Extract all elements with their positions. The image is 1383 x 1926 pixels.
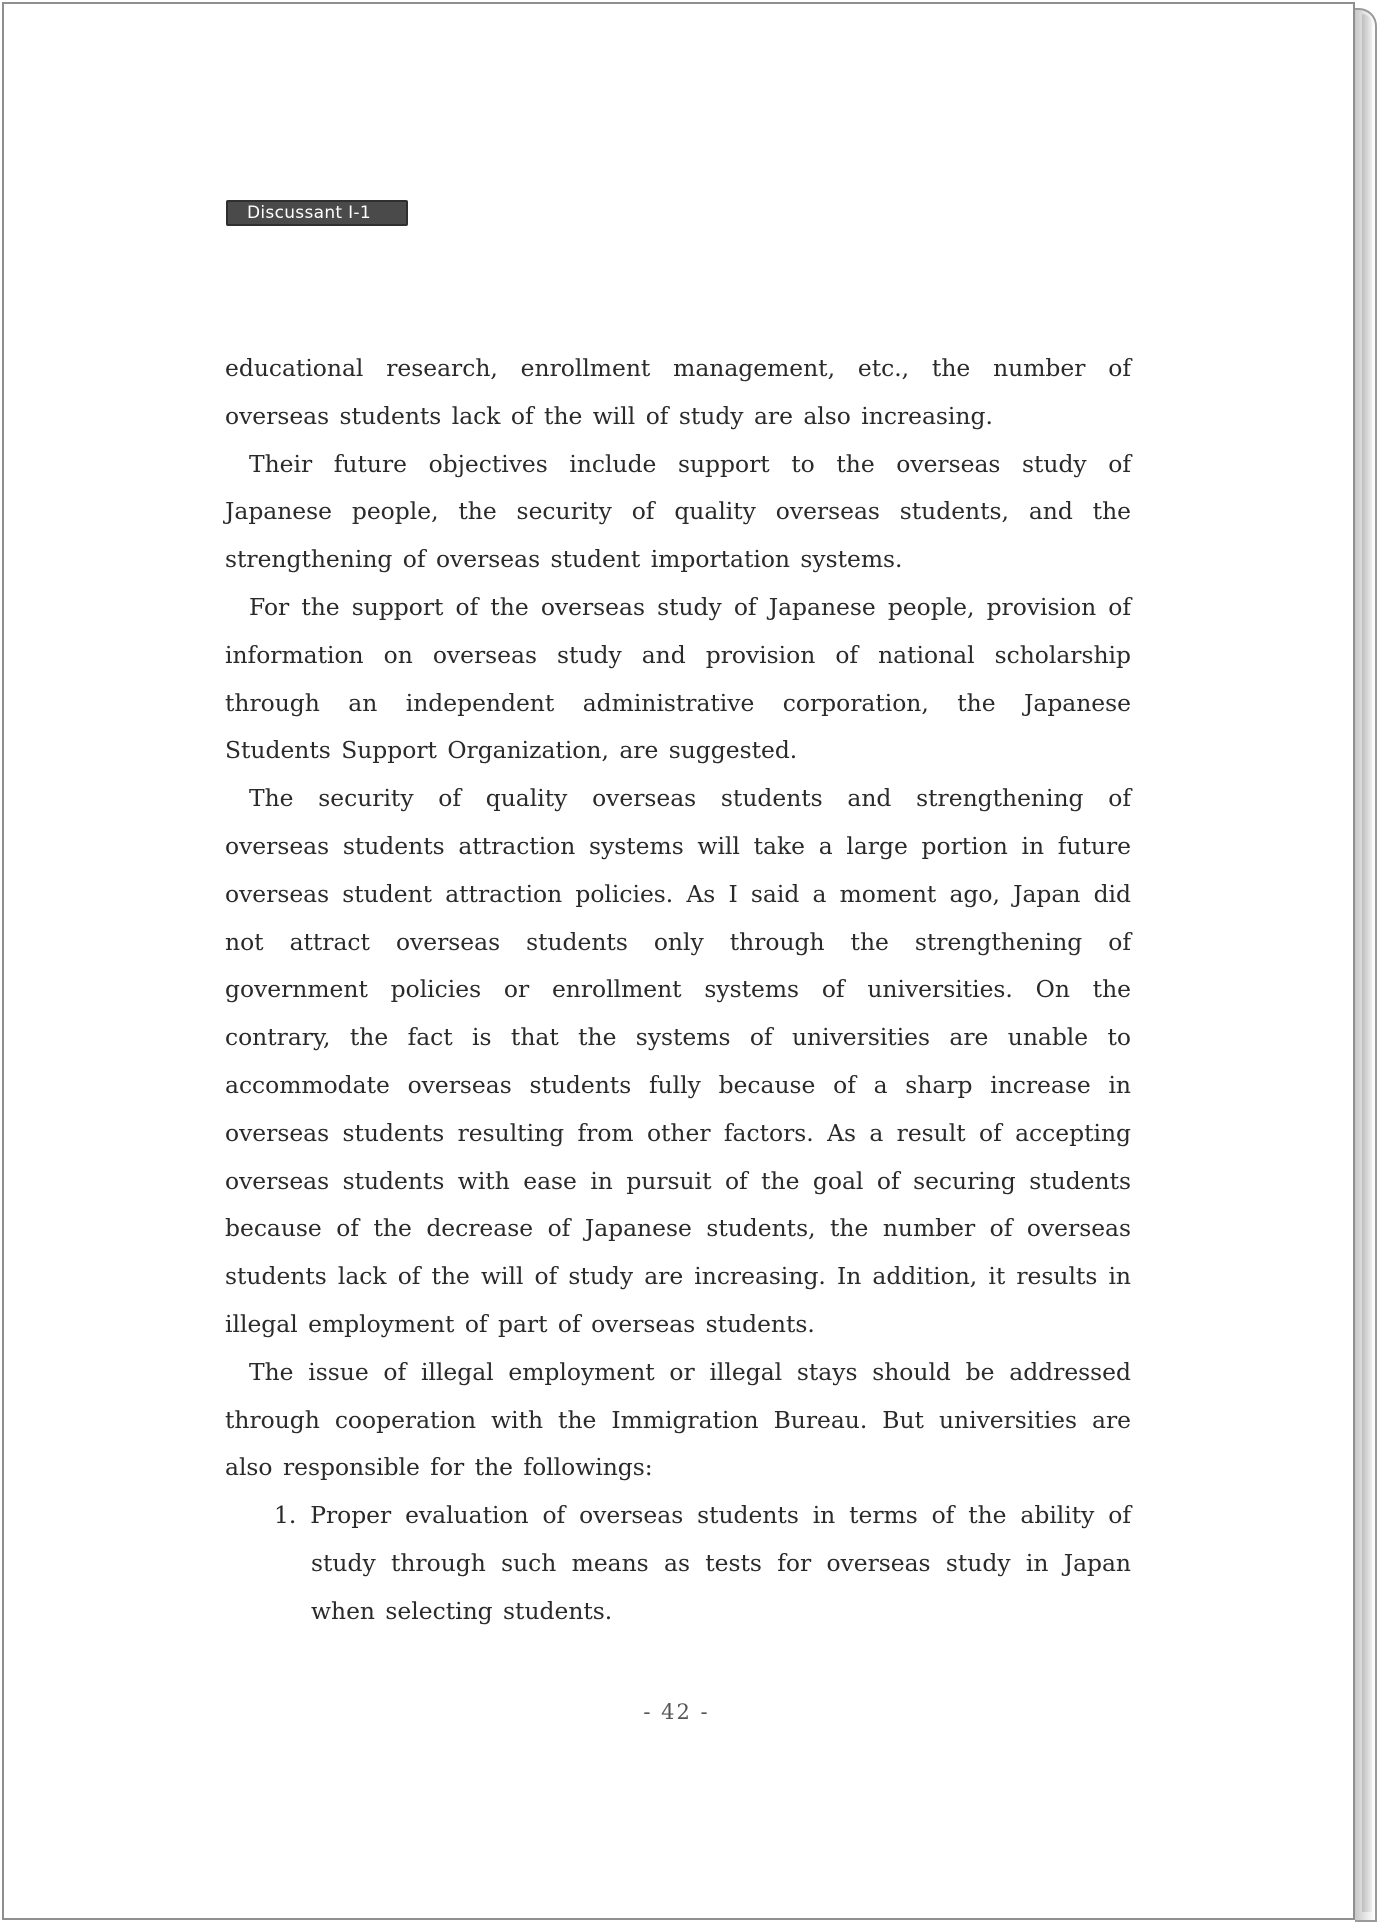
paragraph: The security of quality overseas students and strengthening of overseas students attraction systems will take a large portion in future overseas student attraction policies. As I said a moment ago, Japan did not attract overseas students only through the strengthening of government policies or enrollment systems of universities. On the contrary, the fact is that the systems of universities are unable to accommodate overseas students fully because of a sharp increase in overseas students resulting from other factors. As a result of accepting overseas students with ease in pursuit of the goal of securing students because of the decrease of Japanese students, the number of overseas students lack of the will of study are increasing. In addition, it results in illegal employment of part of overseas students. <box>225 784 1131 1338</box>
list-item <box>249 1492 1131 1635</box>
paragraph: For the support of the overseas study of Japanese people, provision of information on overseas study and provision of national scholarship through an independent administrative corporation, the Japanese Students Support Organization, are suggested. <box>225 592 1131 765</box>
paragraph: Their future objectives include support to the overseas study of Japanese people, the security of quality overseas students, and the strengthening of overseas student importation systems. <box>225 449 1131 574</box>
section-badge: Discussant Ⅰ-1 <box>226 200 408 226</box>
paragraph: The issue of illegal employment or illegal stays should be addressed through cooperation with the Immigration Bureau. But universities are also responsible for the followings: <box>225 1357 1131 1482</box>
paragraph: educational research, enrollment management, etc., the number of overseas students lack of the will of study are also increasing. <box>225 354 1131 430</box>
page-curl-shade <box>1362 14 1372 1912</box>
list-item-text: Proper evaluation of overseas students in terms of the ability of study through such means as tests for overseas study in Japan when selecting students. <box>310 1501 1131 1625</box>
list-item-number: 1. <box>274 1501 297 1530</box>
body-text <box>225 345 1131 1636</box>
page-number: - 42 - <box>643 1700 710 1724</box>
